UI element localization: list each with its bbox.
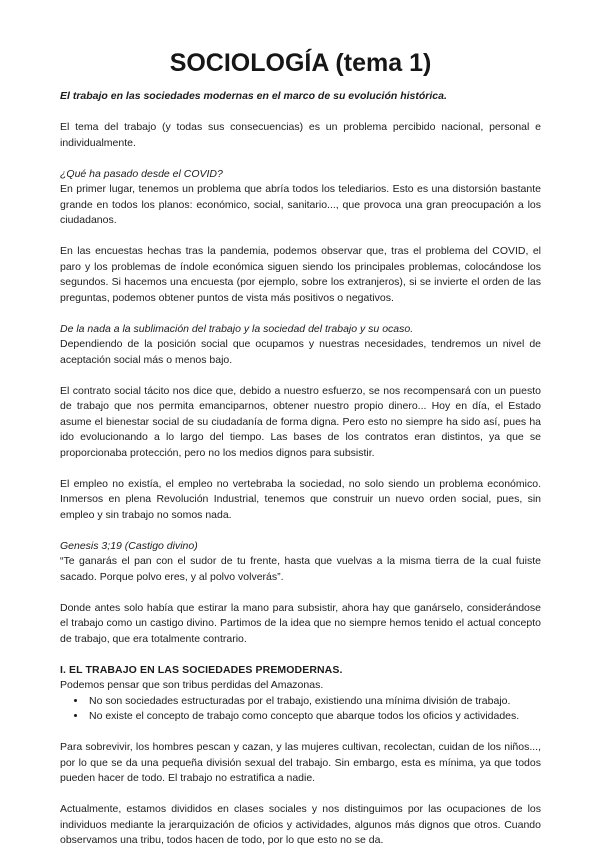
paragraph-intro: El tema del trabajo (y todas sus consecuencias) es un problema percibido nacional, personal e individualmente. bbox=[60, 121, 541, 149]
paragraph-contrato-social: El contrato social tácito nos dice que, debido a nuestro esfuerzo, se nos recompensará con un puesto de trabajo que nos permita emanciparnos, obtener nuestro propio dinero... Hoy en día, el Estado asume el bienestar social de su ciudadanía de forma digna. Pero esto no siempre ha sido así, pues ha ido evolucionando a lo largo del tiempo. Las bases de los contratos eran distintos, ya que se proporcionaba protección, pero no los medios dignos para subsistir. bbox=[60, 384, 541, 459]
bullet-list bbox=[60, 694, 541, 725]
bullet-item: • No son sociedades estructuradas por el trabajo, existiendo una mínima división de trabajo. bbox=[87, 694, 541, 710]
italic-heading-sublimacion: De la nada a la sublimación del trabajo y la sociedad del trabajo y su ocaso. bbox=[60, 322, 414, 335]
paragraph-clases-sociales: Actualmente, estamos divididos en clases sociales y nos distinguimos por las ocupaciones de los individuos mediante la jerarquización de oficios y actividades, algunos más dignos que otros. Cuando observamos una tribu, todos hacen de todo, por lo que esto no se da. bbox=[60, 803, 541, 846]
paragraph-sobrevivir: Para sobrevivir, los hombres pescan y cazan, y las mujeres cultivan, recolectan, cuidan de los niños..., por lo que se da una pequeña división sexual del trabajo. Sin embargo, esta es mínima, ya que todos pueden hacer de todo. El trabajo no estratifica a nadie. bbox=[60, 741, 541, 784]
bold-heading-sociedades-premodernas: I. EL TRABAJO EN LAS SOCIEDADES PREMODERNAS. bbox=[60, 663, 343, 676]
paragraph-telediarios: En primer lugar, tenemos un problema que abría todos los telediarios. Esto es una distorsión bastante grande en todos los planos: económico, social, sanitario..., que provoca una gran preocupación a los ciudadanos. bbox=[60, 183, 541, 226]
document-content bbox=[60, 48, 541, 848]
paragraph-quote: “Te ganarás el pan con el sudor de tu frente, hasta que vuelvas a la misma tierra de la cual fuiste sacado. Porque polvo eres, y al polvo volverás”. bbox=[60, 555, 541, 583]
document-subtitle: El trabajo en las sociedades modernas en el marco de su evolución histórica. bbox=[60, 90, 447, 102]
italic-heading-covid: ¿Qué ha pasado desde el COVID? bbox=[60, 167, 223, 180]
italic-heading-genesis: Genesis 3;19 (Castigo divino) bbox=[60, 539, 198, 552]
paragraph-tribus: Podemos pensar que son tribus perdidas del Amazonas. bbox=[60, 679, 324, 691]
bullet-item: • No existe el concepto de trabajo como concepto que abarque todos los oficios y actividades. bbox=[87, 709, 541, 725]
paragraph-posicion-social: Dependiendo de la posición social que ocupamos y nuestras necesidades, tendremos un nivel de aceptación social más o menos bajo. bbox=[60, 338, 541, 366]
paragraph-castigo-divino: Donde antes solo había que estirar la mano para subsistir, ahora hay que ganárselo, considerándose el trabajo como un castigo divino. Partimos de la idea que no siempre hemos tenido el actual concepto de trabajo, que era totalmente contrario. bbox=[60, 601, 541, 645]
document-title: SOCIOLOGÍA (tema 1) bbox=[169, 49, 432, 77]
paragraph-encuestas: En las encuestas hechas tras la pandemia, podemos observar que, tras el problema del COVID, el paro y los problemas de índole económica siguen siendo los principales problemas, colocándose los segundos. Si hacemos una encuesta (por ejemplo, sobre los extranjeros), si se invierte el orden de las preguntas, podemos obtener puntos de vista más positivos o negativos. bbox=[60, 245, 541, 304]
paragraph-empleo: El empleo no existía, el empleo no vertebraba la sociedad, no solo siendo un problema económico. Inmersos en plena Revolución Industrial, tenemos que construir un nuevo orden social, pues, sin empleo y sin trabajo no somos nada. bbox=[60, 477, 541, 521]
